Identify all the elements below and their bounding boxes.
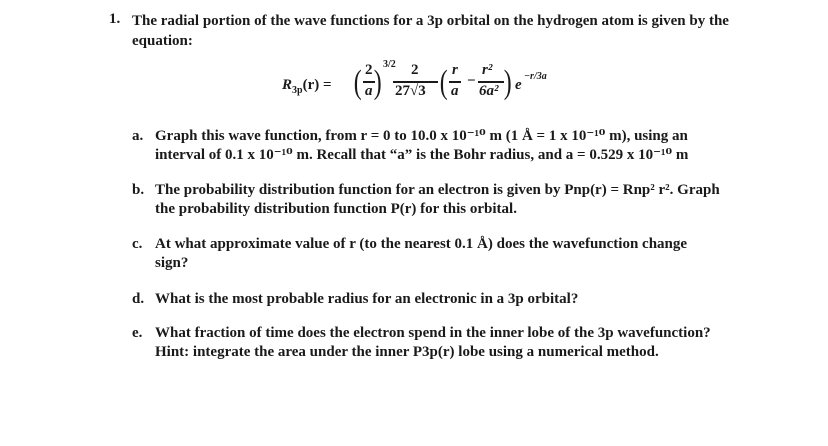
frac2-numerator: 2 xyxy=(411,62,419,78)
item-e-letter: e. xyxy=(132,325,143,341)
item-a xyxy=(132,127,732,167)
question-number: 1. xyxy=(109,11,121,27)
item-c-line1: At what approximate value of r (to the nearest 0.1 Å) does the wavefunction change xyxy=(155,236,688,252)
item-c-line2: sign? xyxy=(155,255,189,271)
frac3-numerator: r xyxy=(452,62,458,78)
left-paren-1: ( xyxy=(353,64,362,101)
item-a-line1: Graph this wave function, from r = 0 to 10.0 x 10⁻¹⁰ m (1 Å = 1 x 10⁻¹⁰ m), using an xyxy=(155,128,688,144)
frac1-numerator: 2 xyxy=(365,62,373,78)
frac4-numerator: r² xyxy=(482,62,493,78)
question-intro xyxy=(132,11,752,51)
item-a-line2: interval of 0.1 x 10⁻¹⁰ m. Recall that “a” is the Bohr radius, and a = 0.529 x 10⁻¹⁰ m xyxy=(155,147,689,163)
item-b-line1: The probability distribution function for an electron is given by Pnp(r) = Rnp² r². Graph xyxy=(155,182,720,198)
frac2-denominator: 27√3 xyxy=(395,83,426,99)
item-e-line2: Hint: integrate the area under the inner P3p(r) lobe using a numerical method. xyxy=(155,344,659,360)
item-d-body xyxy=(155,290,735,309)
question-intro-line1: The radial portion of the wave functions for a 3p orbital on the hydrogen atom is given by the xyxy=(132,13,729,29)
item-e xyxy=(132,324,732,364)
left-paren-2: ( xyxy=(439,64,448,101)
item-d-letter: d. xyxy=(132,291,145,307)
right-paren-1: ) xyxy=(373,64,382,101)
item-c xyxy=(132,235,732,275)
exponential-base: e xyxy=(515,77,522,93)
item-e-body xyxy=(155,324,735,362)
item-b-body xyxy=(155,181,735,219)
frac1-denominator: a xyxy=(365,83,373,99)
item-b-letter: b. xyxy=(132,182,145,198)
frac3-denominator: a xyxy=(451,83,459,99)
equation-lhs-arg: (r) = xyxy=(302,77,332,93)
equation-lhs-sub: 3p xyxy=(292,85,303,96)
frac4-denominator: 6a² xyxy=(479,83,499,99)
item-e-line1: What fraction of time does the electron spend in the inner lobe of the 3p wavefunction? xyxy=(155,325,711,341)
right-paren-2: ) xyxy=(503,64,512,101)
item-c-letter: c. xyxy=(132,236,143,252)
item-b-line2: the probability distribution function P(r) for this orbital. xyxy=(155,201,517,217)
item-d-line1: What is the most probable radius for an electronic in a 3p orbital? xyxy=(155,291,579,307)
item-a-body xyxy=(155,127,735,165)
item-c-body xyxy=(155,235,735,273)
equation-minus: − xyxy=(467,73,476,89)
equation-lhs xyxy=(282,77,332,96)
frac1-exponent: 3/2 xyxy=(383,59,396,70)
item-a-letter: a. xyxy=(132,128,144,144)
item-d xyxy=(132,290,732,310)
item-b xyxy=(132,181,732,221)
equation-lhs-func: R xyxy=(282,77,293,93)
exponential-power: −r/3a xyxy=(524,71,547,82)
question-intro-line2: equation: xyxy=(132,33,193,49)
